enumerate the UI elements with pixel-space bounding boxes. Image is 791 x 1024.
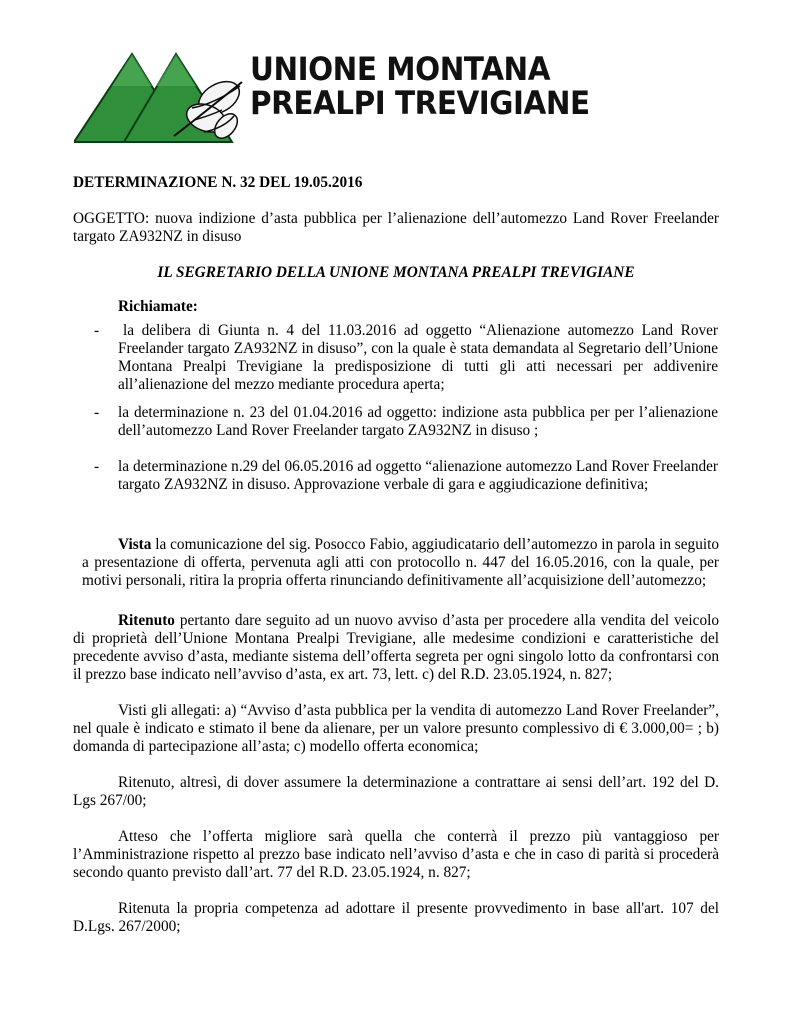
ritenuto-paragraph — [73, 612, 719, 684]
determination-title: DETERMINAZIONE N. 32 DEL 19.05.2016 — [73, 174, 363, 191]
organization-name — [250, 52, 590, 120]
list-bullet: - — [94, 404, 100, 421]
ritenuta-paragraph: Ritenuta la propria competenza ad adottare il presente provvedimento in base all'art. 107 del D.Lgs. 267/2000; — [73, 900, 719, 935]
vista-text: la comunicazione del sig. Posocco Fabio, aggiudicatario dell’automezzo in parola in seguito a presentazione di offerta, pervenuta agli atti con protocollo n. 447 del 16.05.2016, con la quale, per motivi personali, ritira la propria offerta rinunciando definitivamente all’acquisizione dell’automezzo; — [82, 536, 719, 589]
ritenuto-altresi-paragraph: Ritenuto, altresì, di dover assumere la determinazione a contrattare ai sensi dell’art. 192 del D. Lgs 267/00; — [73, 774, 719, 809]
list-bullet: - — [94, 322, 100, 339]
ritenuto-text: pertanto dare seguito ad un nuovo avviso d’asta per procedere alla vendita del veicolo di proprietà dell’Unione Montana Prealpi Trevigiane, alle medesime condizioni e caratteristiche del precedente avviso d’asta, mediante sistema dell’offerta segreta per ogni singolo lotto da confrontarsi con il prezzo base indicato nell’avviso d’asta, ex art. 73, lett. c) del R.D. 23.05.1924, n. 827; — [73, 612, 719, 683]
vista-keyword: Vista — [118, 536, 152, 553]
organization-logo — [74, 46, 590, 146]
recalled-item-1: la delibera di Giunta n. 4 del 11.03.2016 ad oggetto “Alienazione automezzo Land Rover Freelander targato ZA932NZ in disuso”, con la quale è stata demandata al Segretario dell’Unione Montana Prealpi Trevigiane la predisposizione di tutti gli atti necessari per addivenire all’alienazione del mezzo mediante procedura aperta; — [118, 322, 718, 393]
recalled-label: Richiamate: — [118, 298, 198, 315]
mountains-leaf-emblem — [74, 46, 250, 146]
recalled-item-2: la determinazione n. 23 del 01.04.2016 ad oggetto: indizione asta pubblica per per l’alienazione dell’automezzo Land Rover Freelander targato ZA932NZ in disuso ; — [118, 404, 718, 439]
list-bullet: - — [94, 458, 100, 475]
recalled-item-3: la determinazione n.29 del 06.05.2016 ad oggetto “alienazione automezzo Land Rover Freelander targato ZA932NZ in disuso. Approvazione verbale di gara e aggiudicazione definitiva; — [118, 458, 718, 493]
atteso-paragraph: Atteso che l’offerta migliore sarà quella che conterrà il prezzo più vantaggioso per l’Amministrazione rispetto al prezzo base indicato nell’avviso d’asta e che in caso di parità si procederà secondo quanto previsto dall’art. 77 del R.D. 23.05.1924, n. 827; — [73, 828, 719, 881]
visti-paragraph: Visti gli allegati: a) “Avviso d’asta pubblica per la vendita di automezzo Land Rover Freelander”, nel quale è indicato e stimato il bene da alienare, per un valore presunto complessivo di € 3.000,00= ; b) domanda di partecipazione all’asta; c) modello offerta economica; — [73, 702, 719, 755]
ritenuto-keyword: Ritenuto — [118, 612, 175, 629]
subject-paragraph: OGGETTO: nuova indizione d’asta pubblica per l’alienazione dell’automezzo Land Rover Freelander targato ZA932NZ in disuso — [73, 210, 719, 245]
organization-name-line1: UNIONE MONTANA — [250, 50, 551, 88]
organization-name-line2: PREALPI TREVIGIANE — [250, 84, 590, 122]
vista-paragraph — [82, 536, 719, 590]
authority-heading: IL SEGRETARIO DELLA UNIONE MONTANA PREALPI TREVIGIANE — [157, 264, 635, 281]
